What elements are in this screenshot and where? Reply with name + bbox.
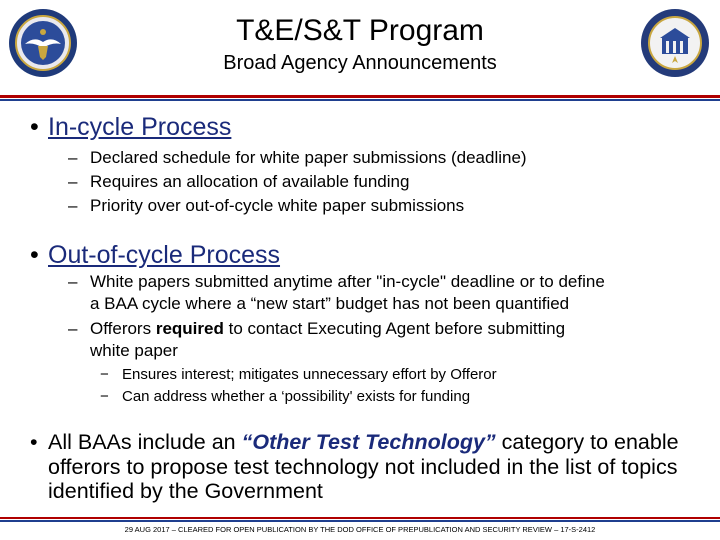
list-item-text xyxy=(68,318,565,340)
list-item-text-cont: white paper xyxy=(90,341,178,360)
text-post: to contact Executing Agent before submitting xyxy=(228,319,566,338)
dash-icon: – xyxy=(68,148,78,167)
list-item-text: White papers submitted anytime after "in-cycle" deadline or to define xyxy=(90,272,605,291)
list-item xyxy=(68,171,409,193)
bullet-out-of-cycle xyxy=(30,241,280,269)
in-cycle-heading[interactable]: In-cycle Process xyxy=(48,113,232,141)
list-item-text: Requires an allocation of available funding xyxy=(90,172,410,191)
closing-bullet xyxy=(30,430,700,504)
bullet-in-cycle xyxy=(30,113,231,141)
text-pre: Offerors xyxy=(90,319,152,338)
bullet-dot-icon: • xyxy=(30,430,38,454)
dash-icon: – xyxy=(68,319,78,338)
footer-rule-blue xyxy=(0,520,720,522)
footer-clearance: 29 AUG 2017 – CLEARED FOR OPEN PUBLICATION BY THE DOD OFFICE OF PREPUBLICATION AND SECURITY REVIEW – 17-S-2412 xyxy=(124,525,596,534)
list-item-text: Declared schedule for white paper submissions (deadline) xyxy=(90,148,527,167)
header-rule-red xyxy=(0,95,720,98)
dash-icon: – xyxy=(68,272,78,291)
closing-text xyxy=(30,430,700,504)
dash-icon: − xyxy=(100,388,109,405)
dash-icon: – xyxy=(68,196,78,215)
closing-emph: “Other Test Technology” xyxy=(241,430,496,454)
dash-icon: – xyxy=(68,172,78,191)
slide-subtitle: Broad Agency Announcements xyxy=(223,52,497,74)
list-item-text: Priority over out-of-cycle white paper submissions xyxy=(90,196,465,215)
header-rule-blue xyxy=(0,99,720,101)
list-item xyxy=(68,147,527,169)
bullet-dot-icon: • xyxy=(30,241,39,269)
sub-list-item xyxy=(100,386,470,408)
text-bold: required xyxy=(155,319,224,338)
sub-list-item xyxy=(100,364,497,386)
dash-icon: − xyxy=(100,366,109,383)
footer-rule-red xyxy=(0,517,720,519)
slide-title: T&E/S&T Program xyxy=(236,14,484,47)
sub-list-item-text: Can address whether a ‘possibility' exists for funding xyxy=(122,388,471,405)
list-item xyxy=(68,271,605,315)
list-item xyxy=(68,195,464,217)
bullet-dot-icon: • xyxy=(30,113,39,141)
list-item-text-cont: a BAA cycle where a “new start” budget has not been quantified xyxy=(90,294,570,313)
out-of-cycle-heading[interactable]: Out-of-cycle Process xyxy=(48,241,281,269)
list-item xyxy=(68,318,565,362)
sub-list-item-text: Ensures interest; mitigates unnecessary effort by Offeror xyxy=(122,366,497,383)
closing-post: category to enable offerors to propose test technology not included in the list of topics identified by the Government xyxy=(48,430,679,503)
closing-pre: All BAAs include an xyxy=(48,430,236,454)
